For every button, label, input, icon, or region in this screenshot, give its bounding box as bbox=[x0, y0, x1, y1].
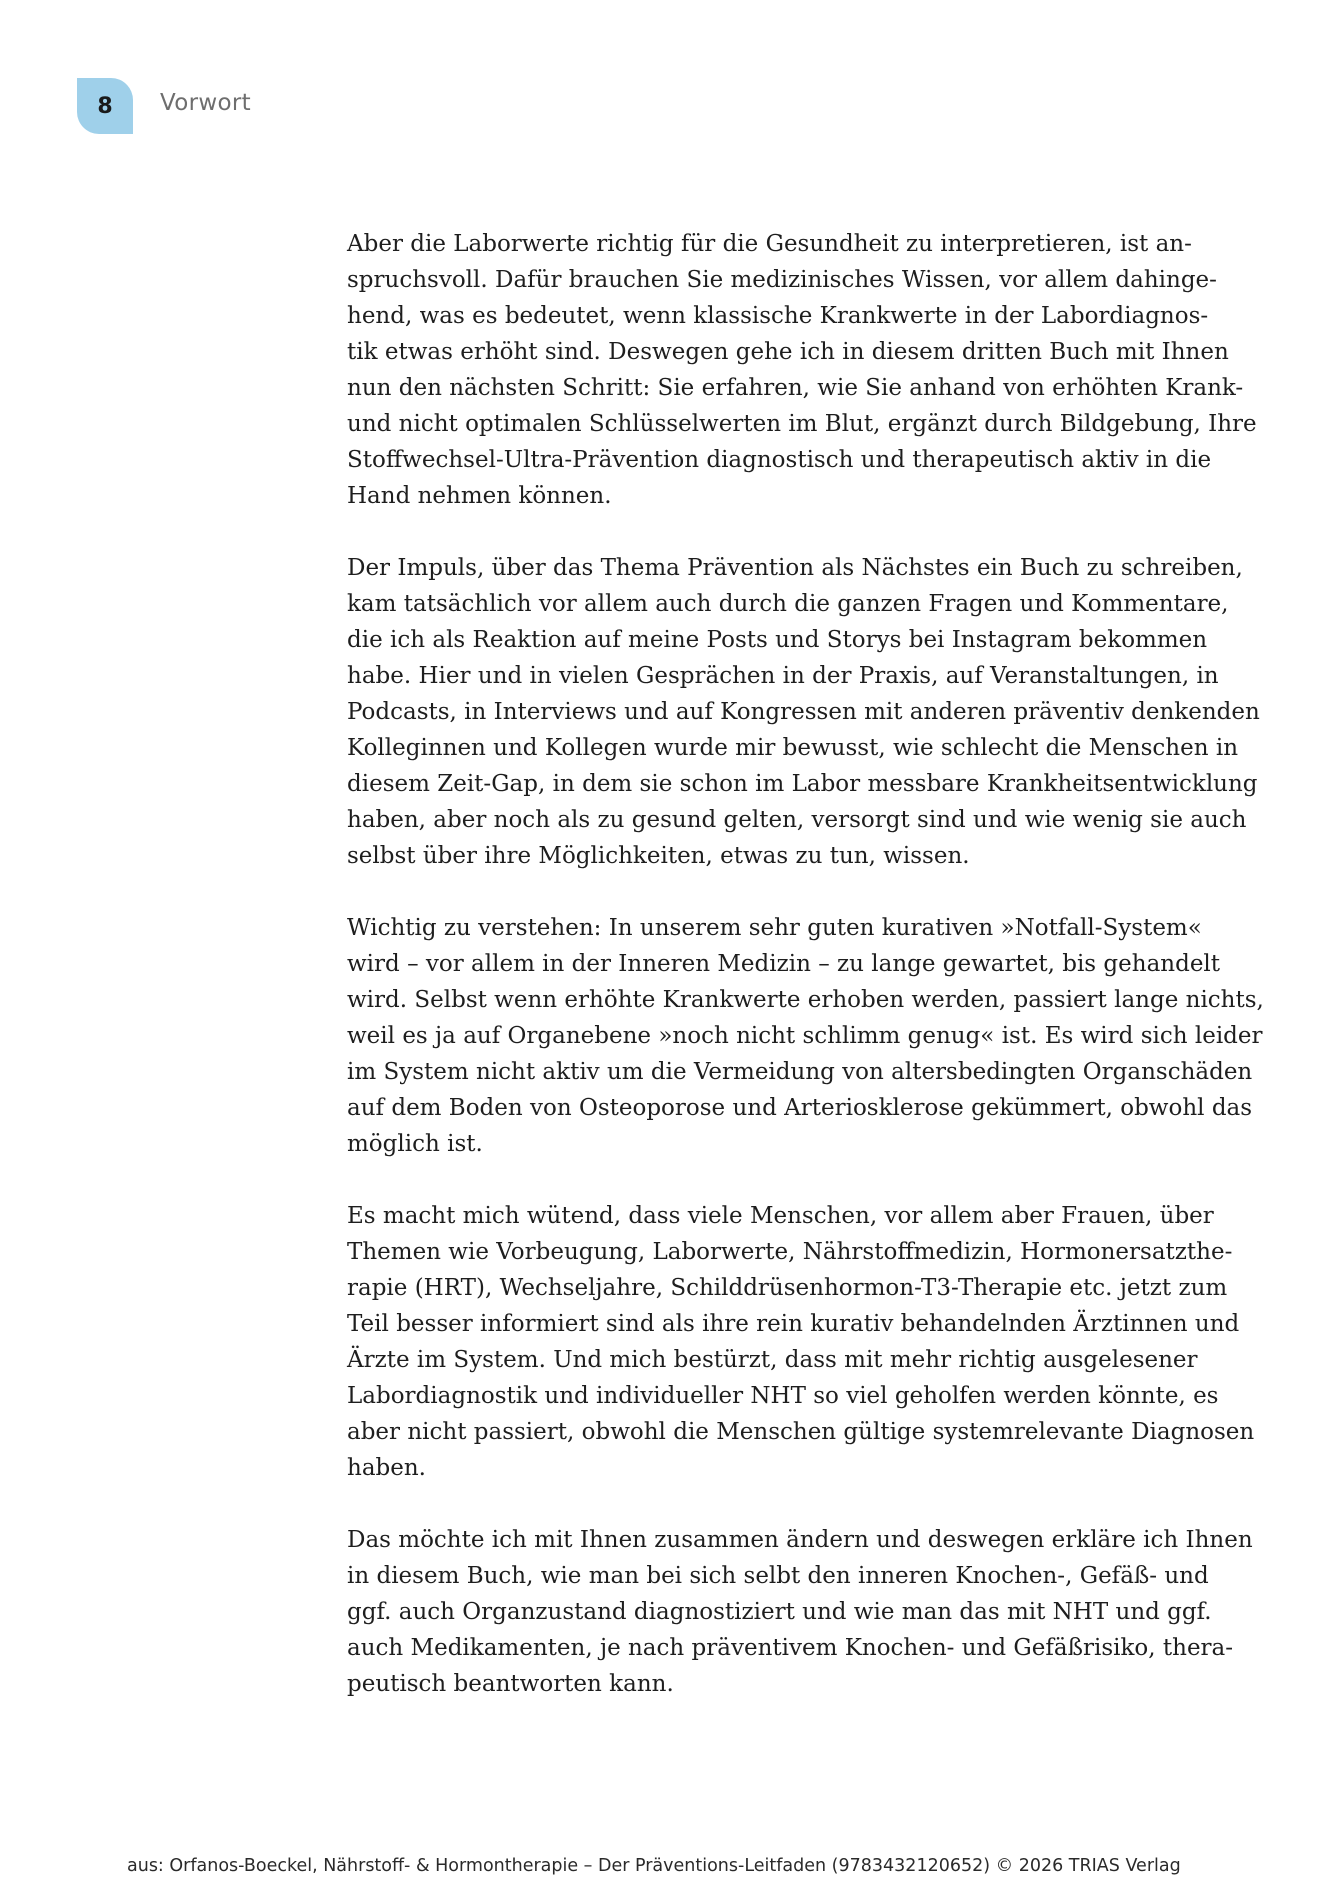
text-line: Teil besser informiert sind als ihre rein kurativ behandelnden Ärztinnen und bbox=[347, 1311, 1240, 1337]
text-line: Labordiagnostik und individueller NHT so viel geholfen werden könnte, es bbox=[347, 1383, 1219, 1409]
text-line: auch Medikamenten, je nach präventivem Knochen- und Gefäßrisiko, thera- bbox=[347, 1635, 1234, 1661]
text-line: tik etwas erhöht sind. Deswegen gehe ich in diesem dritten Buch mit Ihnen bbox=[347, 339, 1229, 365]
text-line: aber nicht passiert, obwohl die Menschen gültige systemrelevante Diagnosen bbox=[347, 1419, 1255, 1445]
text-line: haben, aber noch als zu gesund gelten, versorgt sind und wie wenig sie auch bbox=[347, 807, 1247, 833]
page-number: 8 bbox=[97, 93, 113, 119]
text-line: in diesem Buch, wie man bei sich selbt den inneren Knochen-, Gefäß- und bbox=[347, 1563, 1209, 1589]
text-line: kam tatsächlich vor allem auch durch die ganzen Fragen und Kommentare, bbox=[347, 591, 1229, 617]
text-line: auf dem Boden von Osteoporose und Arteriosklerose gekümmert, obwohl das bbox=[347, 1095, 1253, 1121]
page-number-badge bbox=[77, 78, 133, 134]
text-line: Stoffwechsel-Ultra-Prävention diagnostisch und therapeutisch aktiv in die bbox=[347, 447, 1212, 473]
running-header-title: Vorwort bbox=[160, 90, 251, 116]
text-line: und nicht optimalen Schlüsselwerten im Blut, ergänzt durch Bildgebung, Ihre bbox=[347, 411, 1257, 437]
text-line: Ärzte im System. Und mich bestürzt, dass mit mehr richtig ausgelesener bbox=[347, 1347, 1198, 1373]
text-line: weil es ja auf Organebene »noch nicht schlimm genug« ist. Es wird sich leider bbox=[347, 1023, 1263, 1049]
text-line: rapie (HRT), Wechseljahre, Schilddrüsenhormon-T3-Therapie etc. jetzt zum bbox=[347, 1275, 1228, 1301]
text-line: diesem Zeit-Gap, in dem sie schon im Labor messbare Krankheitsentwicklung bbox=[347, 771, 1258, 797]
text-line: Der Impuls, über das Thema Prävention als Nächstes ein Buch zu schreiben, bbox=[347, 555, 1243, 581]
text-line: selbst über ihre Möglichkeiten, etwas zu tun, wissen. bbox=[347, 843, 970, 869]
text-line: wird. Selbst wenn erhöhte Krankwerte erhoben werden, passiert lange nichts, bbox=[347, 987, 1264, 1013]
text-line: Themen wie Vorbeugung, Laborwerte, Nährstoffmedizin, Hormonersatzthe- bbox=[347, 1239, 1233, 1265]
text-line: Hand nehmen können. bbox=[347, 483, 612, 509]
text-line: hend, was es bedeutet, wenn klassische Krankwerte in der Labordiagnos- bbox=[347, 303, 1209, 329]
text-line: die ich als Reaktion auf meine Posts und Storys bei Instagram bekommen bbox=[347, 627, 1208, 653]
text-line: haben. bbox=[347, 1455, 426, 1481]
paragraph bbox=[347, 550, 1260, 874]
paragraph bbox=[347, 1522, 1253, 1702]
text-line: wird – vor allem in der Inneren Medizin – zu lange gewartet, bis gehandelt bbox=[347, 951, 1221, 977]
text-line: ggf. auch Organzustand diagnostiziert und wie man das mit NHT und ggf. bbox=[347, 1599, 1212, 1625]
text-line: Podcasts, in Interviews und auf Kongressen mit anderen präventiv denkenden bbox=[347, 699, 1260, 725]
text-line: Es macht mich wütend, dass viele Menschen, vor allem aber Frauen, über bbox=[347, 1203, 1214, 1229]
text-line: spruchsvoll. Dafür brauchen Sie medizinisches Wissen, vor allem dahinge- bbox=[347, 267, 1217, 293]
paragraph bbox=[347, 910, 1264, 1162]
text-line: Kolleginnen und Kollegen wurde mir bewusst, wie schlecht die Menschen in bbox=[347, 735, 1239, 761]
text-line: Aber die Laborwerte richtig für die Gesundheit zu interpretieren, ist an- bbox=[347, 231, 1192, 257]
text-line: möglich ist. bbox=[347, 1131, 483, 1157]
text-line: habe. Hier und in vielen Gesprächen in der Praxis, auf Veranstaltungen, in bbox=[347, 663, 1219, 689]
text-line: Wichtig zu verstehen: In unserem sehr guten kurativen »Notfall-System« bbox=[347, 915, 1202, 941]
body-text bbox=[347, 226, 1264, 1738]
footer-credit: aus: Orfanos-Boeckel, Nährstoff- & Hormontherapie – Der Präventions-Leitfaden (9783432120652) © 2026 TRIAS Verlag bbox=[127, 1856, 1181, 1876]
paragraph bbox=[347, 1198, 1255, 1486]
text-line: Das möchte ich mit Ihnen zusammen ändern und deswegen erkläre ich Ihnen bbox=[347, 1527, 1253, 1553]
text-line: im System nicht aktiv um die Vermeidung von altersbedingten Organschäden bbox=[347, 1059, 1253, 1085]
text-line: peutisch beantworten kann. bbox=[347, 1671, 674, 1697]
text-line: nun den nächsten Schritt: Sie erfahren, wie Sie anhand von erhöhten Krank- bbox=[347, 375, 1244, 401]
paragraph bbox=[347, 226, 1257, 514]
